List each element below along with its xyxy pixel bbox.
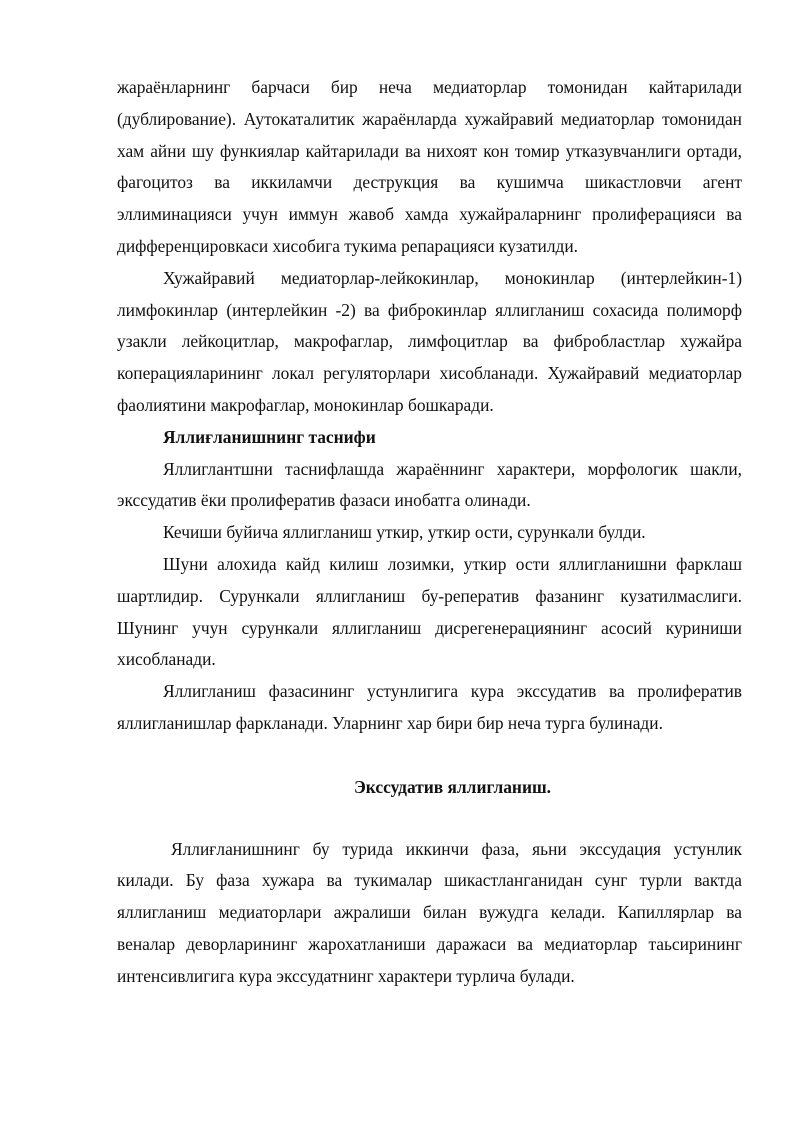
section-heading-exudative: Экссудатив яллигланиш. bbox=[353, 776, 551, 797]
paragraph-intro: жараёнларнинг барчаси бир неча медиаторлар томонидан кайтарилади (дублирование). Аутокаталитик жараёнларда хужайравий медиаторлар томонидан хам айни шу функиялар кайтарилади ва нихоят кон томир утказувчанлиги ортади, фагоцитоз ва иккиламчи деструкция ва кушимча шикастловчи агент эллиминацияси учун иммун жавоб хамда хужайраларнинг пролиферацияси ва дифференцировкаси хисобига тукима репарацияси кузатилди. bbox=[117, 77, 742, 256]
paragraph-classification: Яллиглантшни таснифлашда жараённинг характери, морфологик шакли, экссудатив ёки пролифератив фазаси инобатга олинади. bbox=[117, 458, 742, 511]
paragraph-cell-mediators: Хужайравий медиаторлар-лейкокинлар, монокинлар (интерлейкин-1) лимфокинлар (интерлейкин -2) ва фиброкинлар яллигланиш сохасида полиморф узакли лейкоцитлар, макрофаглар, лимфоцитлар ва фибробластлар хужайра коперацияларининг локал регуляторлари хисобланади. Хужайравий медиаторлар фаолиятини макрофаглар, монокинлар бошкаради. bbox=[117, 267, 742, 415]
paragraph-phases: Яллигланиш фазасининг устунлигига кура экссудатив ва пролифератив яллигланишлар фаркланади. Уларнинг хар бири бир неча турга булинади. bbox=[117, 681, 742, 733]
paragraph-course: Кечиши буйича яллигланиш уткир, уткир ости, сурункали булди. bbox=[163, 522, 646, 543]
paragraph-subacute: Шуни алохида кайд килиш лозимки, уткир ости яллигланишни фарклаш шартлидир. Сурункали яллигланиш бу-реперaтив фазанинг кузатилмаслиги. Шунинг учун сурункали яллигланиш дисрегенерациянинг асосий куриниши хисобланади. bbox=[117, 553, 742, 670]
section-heading-classification: Яллиғланишнинг таснифи bbox=[163, 426, 376, 447]
paragraph-exudative: Яллиғланишнинг бу турида иккинчи фаза, яьни экссудация устунлик килади. Бу фаза хужара ва тукималар шикастланганидан сунг турли вактда яллигланиш медиаторлари ажралиши билан вужудга келади. Капиллярлар ва веналар деворларининг жарохатланиши даражаси ва медиаторлар таьсирининг интенсивлигига кура экссудатнинг характери турлича булади. bbox=[117, 838, 742, 986]
document-page bbox=[117, 72, 742, 993]
